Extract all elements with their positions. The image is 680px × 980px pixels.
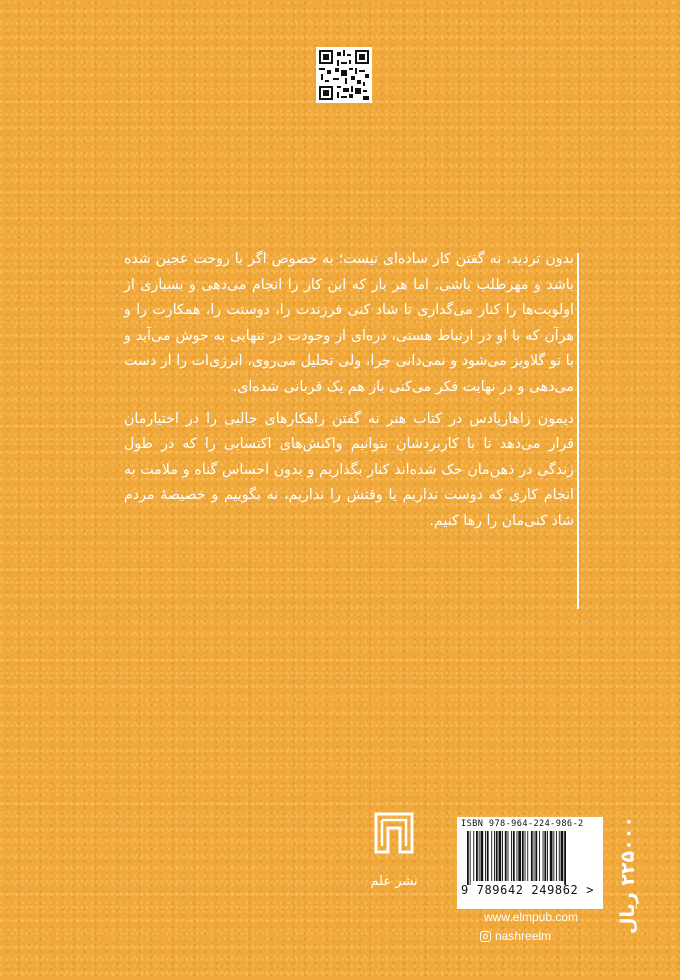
isbn-label: ISBN 978-964-224-986-2 [461, 819, 584, 829]
publisher-website[interactable]: www.elmpub.com [483, 910, 579, 924]
price-label [614, 816, 642, 934]
qr-code [316, 47, 372, 103]
isbn-barcode [457, 817, 603, 909]
publisher-name: نشر علم [370, 874, 418, 889]
back-cover-blurb [124, 247, 574, 535]
isbn-digits: 9 789642 249862 > [461, 883, 595, 897]
blurb-paragraph-1: بدون تردید، نه گفتن کار ساده‌ای نیست؛ به خصوص اگر با روحت عجین شده باشد و مهرطلب باشی. اما هر بار که این کار را انجام می‌دهی و بسیاری از اولویت‌ها را کنار می‌گذاری تا شاد کنی فرزندت را، دوستت را، همکارت را و هرآن که با او در ارتباط هستی، ذره‌ای از وجودت در تنهایی به جوش می‌آید و با تو گلاویز می‌شود و نمی‌دانی چرا، ولی تحلیل می‌روی، انرژی‌ات را از دست می‌دهی و در نهایت فکر می‌کنی باز هم یک قربانی شده‌ای. [124, 251, 574, 395]
price-text: ۲۲۵۰۰۰ ریال [617, 816, 639, 934]
blurb-paragraph-2: دیمون زاهاریادس در کتاب هنر نه گفتن راهکارهای جالبی را در اختیارمان قرار می‌دهد تا با کاربردشان بتوانیم واکنش‌های اکتسابی را که در طول زندگی در ذهن‌مان حک شده‌اند کنار بگذاریم و بدون احساس گناه و ملامت به انجام کاری که دوست نداریم یا وقتش را نداریم، نه بگوییم و خصیصهٔ مردم شاد کنی‌مان را رها کنیم. [124, 410, 574, 529]
instagram-link[interactable] [480, 927, 551, 945]
instagram-handle: nashreelm [495, 929, 552, 943]
instagram-icon [480, 931, 491, 942]
publisher-logo-icon [370, 810, 418, 856]
barcode-bars [461, 831, 597, 885]
publisher-logo [370, 810, 418, 880]
vertical-rule [577, 253, 579, 609]
